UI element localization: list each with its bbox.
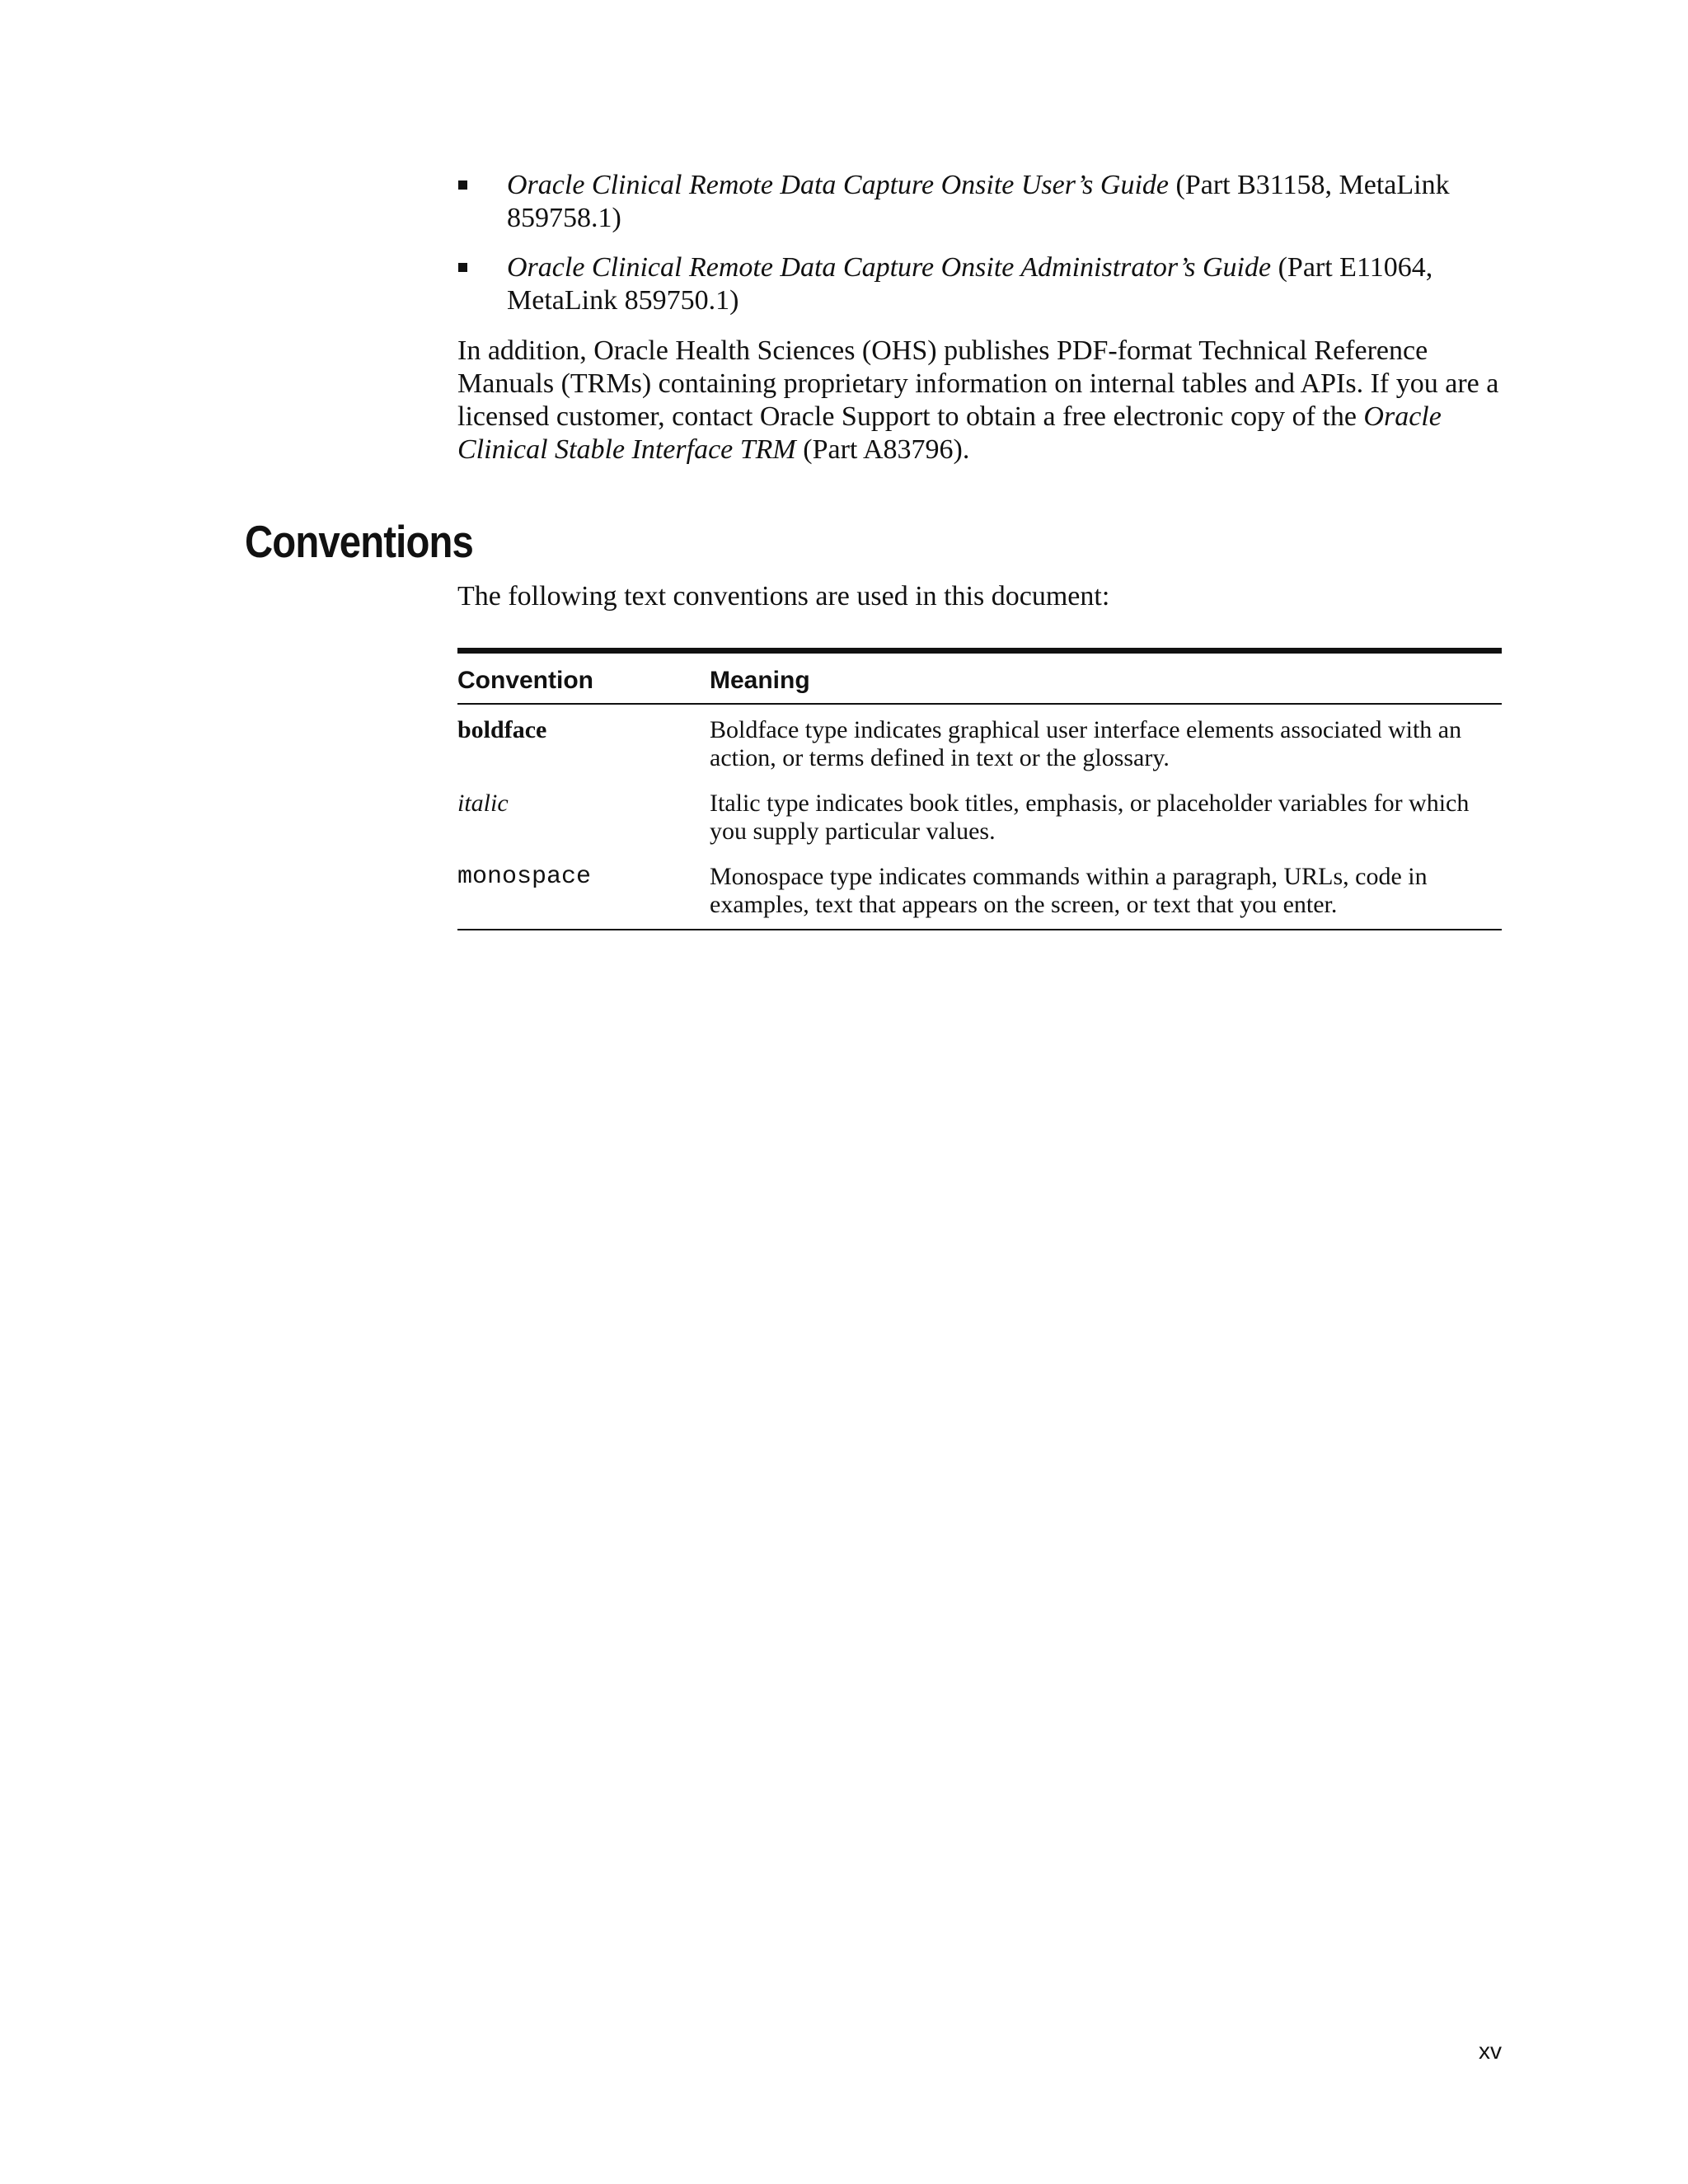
related-documents-list (457, 169, 1504, 334)
book-title: Oracle Clinical Remote Data Capture Onsite Administrator’s Guide (507, 252, 1272, 283)
conventions-intro: The following text conventions are used in this document: (457, 581, 1110, 612)
column-header-meaning: Meaning (710, 651, 1502, 705)
column-header-convention: Convention (457, 651, 710, 705)
trm-book-title: Oracle Clinical Stable Interface TRM (457, 401, 1442, 465)
page-number: xv (1479, 2038, 1502, 2064)
convention-cell: boldface (457, 716, 547, 743)
table-header-row (457, 651, 1502, 705)
meaning-cell: Monospace type indicates commands within a paragraph, URLs, code in examples, text that appears on the screen, or text that you enter. (710, 863, 1428, 918)
part-reference: (Part B31158, MetaLink 859758.1) (507, 170, 1450, 233)
book-title: Oracle Clinical Remote Data Capture Onsite User’s Guide (507, 170, 1170, 200)
convention-cell: italic (457, 790, 509, 817)
list-item (457, 251, 1504, 317)
trm-paragraph-text: In addition, Oracle Health Sciences (OHS) publishes PDF-format Technical Reference Manuals (TRMs) containing proprietary information on internal tables and APIs. If you are a licensed customer, contact Oracle Support to obtain a free electronic copy of the (457, 335, 1499, 432)
meaning-cell: Italic type indicates book titles, emphasis, or placeholder variables for which you supply particular values. (710, 790, 1470, 845)
trm-paragraph (457, 335, 1512, 466)
meaning-cell: Boldface type indicates graphical user interface elements associated with an action, or terms defined in text or the glossary. (710, 716, 1462, 771)
square-bullet-icon (458, 180, 467, 190)
square-bullet-icon (458, 263, 467, 272)
trm-part-reference: (Part A83796). (795, 434, 970, 465)
table-row (457, 704, 1502, 772)
part-reference: (Part E11064, MetaLink 859750.1) (507, 252, 1433, 316)
convention-cell: monospace (457, 863, 592, 891)
section-heading: Conventions (245, 516, 473, 567)
table-row (457, 846, 1502, 930)
list-item (457, 169, 1504, 235)
table-row (457, 772, 1502, 846)
conventions-table (457, 648, 1502, 930)
